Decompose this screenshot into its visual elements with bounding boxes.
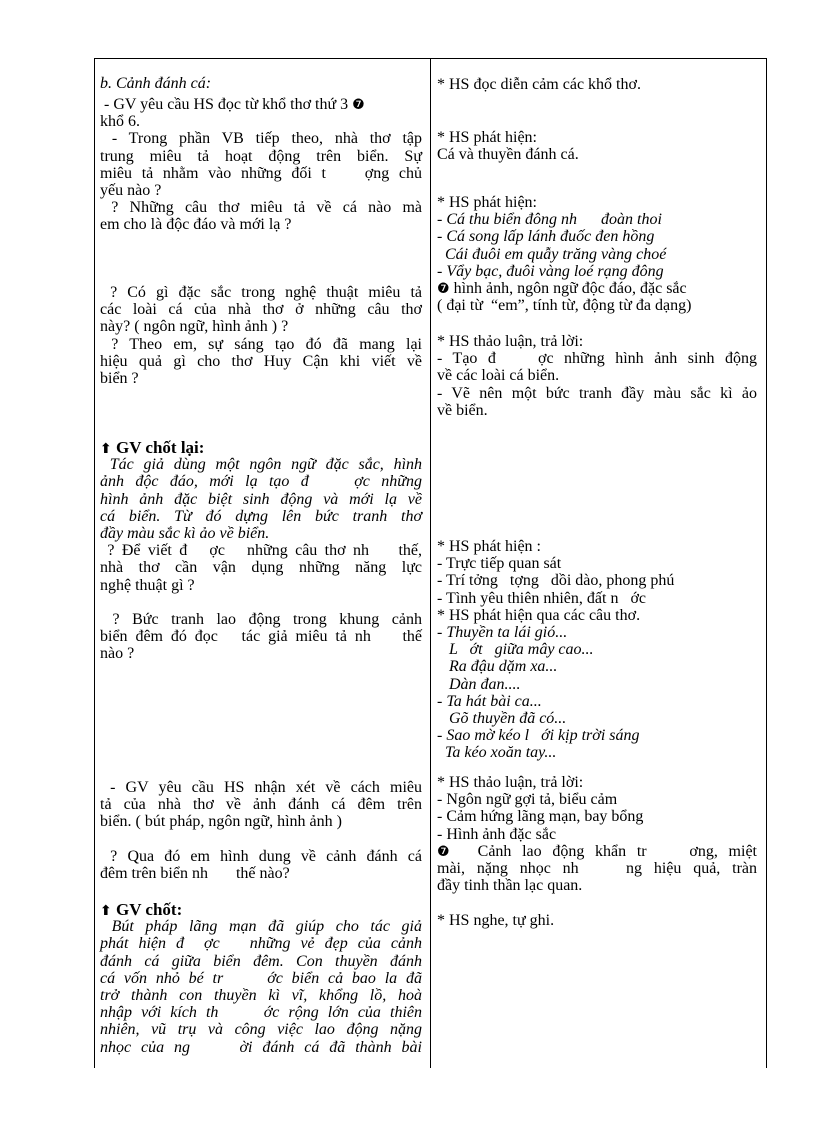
circled-seven-icon: ❼ (352, 97, 365, 113)
text-line (100, 559, 422, 576)
line-text: ? Những câu thơ miêu tả về cá nào mà (100, 199, 423, 217)
text-line (437, 333, 757, 350)
up-arrow-icon: ⬆ (100, 441, 112, 457)
line-text: - Ngôn ngữ gợi tả, biểu cảm (437, 791, 618, 809)
text-line (437, 676, 757, 693)
text-line (100, 113, 422, 130)
line-text: khổ 6. (100, 113, 140, 131)
line-text: về các loài cá biển. (437, 367, 560, 385)
text-line (100, 594, 422, 611)
text-line (100, 577, 422, 594)
line-text: GV chốt: (111, 900, 183, 919)
text-line (437, 297, 757, 314)
line-text: miêu tả nhằm vào những đối t ợng chủ (100, 164, 422, 182)
teacher-instruction-review (100, 779, 422, 882)
line-text: * HS thảo luận, trả lời: (437, 333, 584, 350)
text-line (437, 877, 757, 894)
text-line (437, 590, 757, 607)
line-text: - Tình yêu thiên nhiên, đất n ớc (437, 589, 647, 607)
line-text: * HS thảo luận, trả lời: (437, 774, 584, 791)
line-text: về biển. (437, 401, 488, 419)
line-text: đầy tinh thần lạc quan. (437, 877, 583, 895)
line-text: hình ảnh đặc biệt sinh động và mới lạ về (100, 490, 422, 508)
line-text: em cho là độc đáo và mới lạ ? (100, 216, 292, 234)
line-text: - GV yêu cầu HS đọc từ khổ thơ thứ 3 (100, 96, 353, 113)
line-text: GV chốt lại: (111, 438, 205, 457)
text-line (100, 848, 422, 865)
teacher-conclusion-1 (100, 439, 422, 662)
text-line (100, 216, 422, 233)
line-text: ? Có gì đặc sắc trong nghệ thuật miêu tả (100, 284, 422, 301)
teacher-questions-art (100, 284, 422, 387)
text-line (437, 350, 757, 367)
text-line (100, 130, 422, 147)
line-text: L ớt giữa mây cao... (437, 641, 594, 659)
text-line (437, 555, 757, 572)
text-line (100, 831, 422, 848)
line-text: * HS phát hiện: (437, 194, 537, 211)
text-line (100, 796, 422, 813)
line-text: nhập với kích th ớc rộng lớn của thiên (100, 1004, 422, 1022)
text-line (437, 367, 757, 384)
text-line (100, 336, 422, 353)
line-text: Ta kéo xoăn tay... (437, 744, 557, 762)
text-line (437, 263, 757, 280)
text-line (100, 318, 422, 335)
line-text: - Cá song lấp lánh đuốc đen hồng (437, 228, 655, 246)
text-line (100, 491, 422, 508)
line-text: nào ? (100, 645, 135, 663)
text-line (100, 370, 422, 387)
table-column-divider (430, 58, 431, 1068)
text-line (437, 774, 757, 791)
text-line (437, 146, 757, 163)
text-line (437, 211, 757, 228)
line-text: - Vẩy bạc, đuôi vàng loé rạng đông (437, 262, 664, 280)
line-text: cá biển. Từ đó dựng lên bức tranh thơ (100, 507, 422, 525)
teacher-instruction-read (100, 96, 422, 234)
line-text: mài, nặng nhọc nh ng hiệu quả, tràn (437, 859, 757, 877)
text-line (100, 508, 422, 525)
text-line (100, 456, 422, 473)
text-line (100, 935, 422, 952)
text-line (100, 439, 422, 456)
text-line (437, 693, 757, 710)
text-line (437, 402, 757, 419)
line-text: yếu nào ? (100, 181, 162, 199)
line-text: * HS phát hiện: (437, 129, 537, 146)
text-line (100, 301, 422, 318)
line-text: * HS phát hiện qua các câu thơ. (437, 606, 641, 624)
table-left-border (94, 58, 95, 1068)
line-text: * HS đọc diễn cảm các khổ thơ. (437, 76, 641, 93)
line-text: b. Cảnh đánh cá: (100, 75, 212, 92)
text-line (437, 843, 757, 860)
line-text: đánh cá giữa biển đêm. Con thuyền đánh (100, 952, 422, 970)
line-text: nhọc của ng ời đánh cá đã thành bài (100, 1038, 422, 1056)
line-text: Cảnh lao động khẩn tr ơng, miệt (456, 842, 757, 860)
line-text: ? Để viết đ ợc những câu thơ nh thế, (100, 542, 423, 560)
line-text: Cái đuôi em quẫy trăng vàng choé (437, 245, 667, 263)
line-text: - Tạo đ ợc những hình ảnh sinh động (437, 350, 757, 368)
text-line (100, 525, 422, 542)
text-line (437, 744, 757, 761)
text-line (437, 385, 757, 402)
line-text: biển. ( bút pháp, ngôn ngữ, hình ảnh ) (100, 813, 342, 831)
text-line (437, 607, 757, 624)
line-text: trung miêu tả hoạt động trên biển. Sự (100, 147, 422, 165)
text-line (437, 572, 757, 589)
line-text: ? Qua đó em hình dung về cảnh đánh cá (100, 847, 423, 865)
line-text: Tác giả dùng một ngôn ngữ đặc sắc, hình (100, 456, 423, 474)
table-right-border (766, 58, 767, 1068)
text-line (437, 727, 757, 744)
text-line (437, 710, 757, 727)
circled-seven-icon: ❼ (437, 843, 457, 860)
up-arrow-icon: ⬆ (100, 903, 112, 919)
line-text: Gõ thuyền đã có... (437, 709, 567, 727)
text-line (437, 808, 757, 825)
line-text: - Trực tiếp quan sát (437, 555, 562, 573)
line-text: ( đại từ “em”, tính từ, động từ đa dạng) (437, 297, 692, 315)
text-line (100, 1021, 422, 1038)
text-line (100, 148, 422, 165)
line-text: đêm trên biển nh thế nào? (100, 864, 290, 882)
line-text: Dàn đan.... (437, 675, 521, 693)
line-text: - Cá thu biển đông nh đoàn thoi (437, 211, 662, 229)
text-line (437, 538, 757, 555)
line-text: tả của nhà thơ về ảnh đánh cá đêm trên (100, 796, 422, 814)
student-discover-3 (437, 538, 757, 761)
text-line (437, 894, 757, 911)
line-text: Ra đậu dặm xa... (437, 658, 558, 676)
line-text: Cá và thuyền đánh cá. (437, 146, 579, 164)
line-text: cá vốn nhỏ bé tr ớc biển cả bao la đã (100, 969, 422, 987)
line-text: phát hiện đ ợc những vẻ đẹp của cảnh (100, 935, 422, 953)
line-text: - GV yêu cầu HS nhận xét về cách miêu (100, 779, 423, 796)
line-text: biển đêm đó đọc tác giả miêu tả nh thế (100, 628, 422, 646)
text-line (100, 1039, 422, 1056)
text-line (100, 473, 422, 490)
line-text: này? ( ngôn ngữ, hình ảnh ) ? (100, 318, 289, 336)
text-line (437, 246, 757, 263)
text-line (100, 611, 422, 628)
line-text: - Thuyền ta lái gió... (437, 623, 568, 641)
text-line (100, 779, 422, 796)
line-text: * HS nghe, tự ghi. (437, 911, 555, 929)
text-line (100, 970, 422, 987)
text-line (100, 953, 422, 970)
text-line (100, 353, 422, 370)
text-line (437, 791, 757, 808)
text-line (437, 912, 757, 929)
student-read-aloud (437, 76, 757, 93)
text-line (437, 826, 757, 843)
line-text: hình ảnh, ngôn ngữ độc đáo, đặc sắc (449, 279, 687, 297)
line-text: ? Theo em, sự sáng tạo đó đã mang lại (100, 335, 422, 353)
line-text: - Sao mờ kéo l ới kịp trời sáng (437, 727, 640, 745)
text-line (100, 1004, 422, 1021)
line-text: - Ta hát bài ca... (437, 692, 542, 710)
text-line (437, 658, 757, 675)
line-text: nghệ thuật gì ? (100, 576, 195, 594)
text-line (100, 165, 422, 182)
student-discover-2 (437, 194, 757, 314)
text-line (437, 641, 757, 658)
text-line (100, 628, 422, 645)
student-discussion-2 (437, 774, 757, 929)
line-text: nhiên, vũ trụ và công việc lao động nặng (100, 1021, 422, 1039)
line-text: đầy màu sắc kì ảo về biển. (100, 524, 270, 542)
text-line (100, 199, 422, 216)
line-text: ảnh độc đáo, mới lạ tạo đ ợc những (100, 473, 422, 491)
text-line (437, 76, 757, 93)
text-line (100, 75, 422, 92)
text-line (437, 624, 757, 641)
text-line (437, 860, 757, 877)
line-text: - Cảm hứng lãng mạn, bay bổng (437, 808, 644, 826)
text-line (100, 96, 422, 113)
line-text: nhà thơ cần vận dụng những năng lực (100, 559, 422, 577)
teacher-conclusion-2 (100, 901, 422, 1056)
text-line (100, 182, 422, 199)
text-line (437, 194, 757, 211)
text-line (100, 901, 422, 918)
section-heading (100, 75, 422, 92)
line-text: hiệu quả gì cho thơ Huy Cận khi viết về (100, 352, 422, 370)
text-line (437, 228, 757, 245)
line-text: - Vẽ nên một bức tranh đầy màu sắc kì ảo (437, 384, 757, 402)
text-line (100, 987, 422, 1004)
circled-seven-icon: ❼ (437, 280, 450, 297)
text-line (100, 542, 422, 559)
text-line (100, 284, 422, 301)
text-line (100, 918, 422, 935)
line-text: - Trong phần VB tiếp theo, nhà thơ tập (100, 130, 422, 148)
text-line (100, 865, 422, 882)
line-text: các loài cá của nhà thơ ở những câu thơ (100, 301, 422, 319)
student-discover-1 (437, 129, 757, 163)
line-text: - Hình ảnh đặc sắc (437, 825, 557, 843)
text-line (100, 645, 422, 662)
line-text: ? Bức tranh lao động trong khung cảnh (100, 610, 423, 628)
student-discussion-1 (437, 333, 757, 419)
line-text: * HS phát hiện : (437, 538, 541, 555)
text-line (437, 280, 757, 297)
line-text: biển ? (100, 369, 139, 387)
line-text: - Trí tởng tợng dồi dào, phong phú (437, 572, 675, 590)
text-line (100, 813, 422, 830)
line-text: trở thành con thuyền kì vĩ, khổng lồ, hoà (100, 986, 422, 1004)
text-line (437, 129, 757, 146)
line-text: Bút pháp lãng mạn đã giúp cho tác giả (100, 918, 423, 936)
